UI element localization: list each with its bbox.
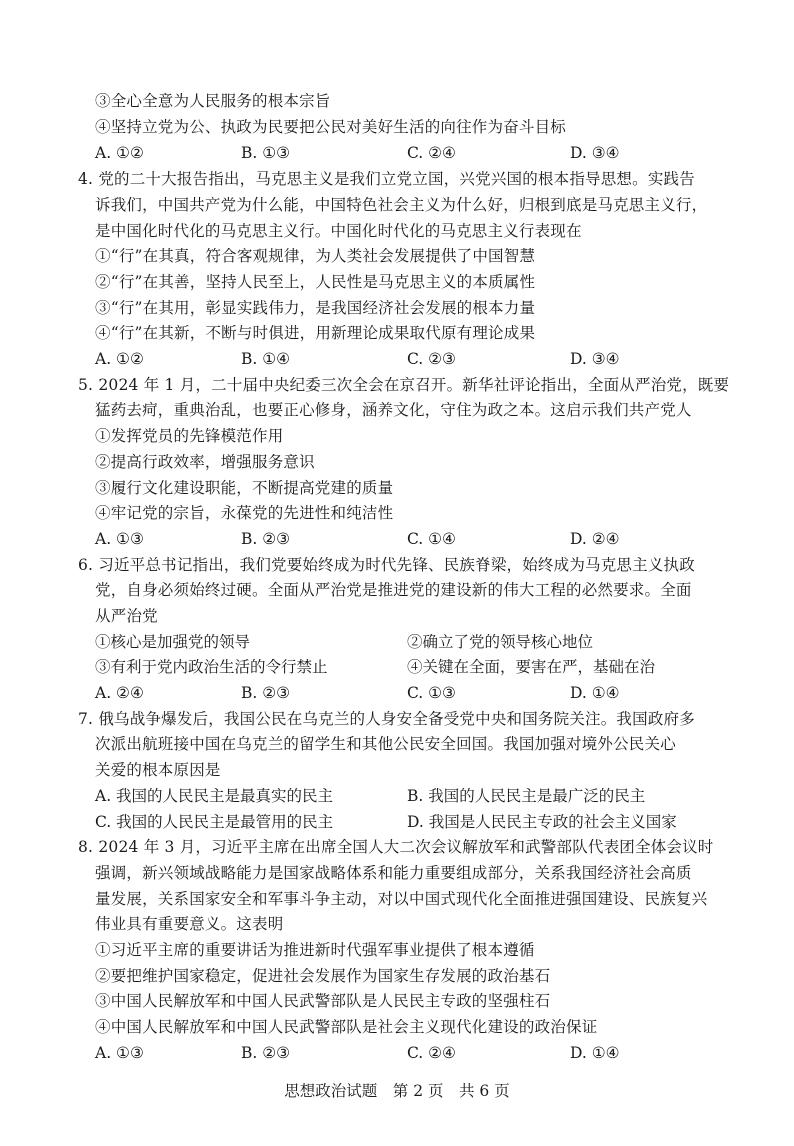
statement-row [95,656,725,678]
question-5-stem: 猛药去疴，重典治乱，也要正心修身，涵养文化，守住为政之本。这启示我们共产党人 [95,401,692,419]
answer-options [95,682,725,704]
question-6-stem: 从严治党 [95,607,158,625]
question-8-stem: 伟业具有重要意义。这表明 [95,915,284,933]
question-7-stem: 关爱的根本原因是 [95,761,221,779]
question-4-stem: 是中国化时代化的马克思主义行。中国化时代化的马克思主义行表现在 [95,222,582,240]
statement-row [95,631,725,653]
option-b[interactable]: B. 我国的人民民主是最广泛的民主 [407,787,646,805]
question-6-stem: 党，自身必须始终过硬。全面从严治党是推进党的建设新的伟大工程的必然要求。全面 [95,581,692,599]
question-4-stem: 4. 党的二十大报告指出，马克思主义是我们立党立国，兴党兴国的根本指导思想。实践告 [78,170,695,188]
statement-1: ①核心是加强党的领导 [95,633,251,651]
question-8-stem: 量发展，关系国家安全和军事斗争主动，对以中国式现代化全面推进强国建设、民族复兴 [95,890,708,908]
statement-2: ②确立了党的领导核心地位 [407,633,594,651]
question-6-stem: 6. 习近平总书记指出，我们党要始终成为时代先锋、民族脊梁，始终成为马克思主义执政 [78,556,695,574]
option-c[interactable]: C. 我国的人民民主是最管用的民主 [95,813,334,831]
question-4-stem: 诉我们，中国共产党为什么能，中国特色社会主义为什么好，归根到底是马克思主义行， [95,196,708,214]
answer-options [95,528,725,550]
option-d[interactable]: D. ①④ [570,1044,620,1062]
statement-4: ④“行”在其新，不断与时俱进，用新理论成果取代原有理论成果 [95,324,536,342]
question-7-stem: 次派出航班接中国在乌克兰的留学生和其他公民安全回国。我国加强对境外公民关心 [95,735,676,753]
statement-2: ②“行”在其善，坚持人民至上，人民性是马克思主义的本质属性 [95,273,536,291]
statement-3: ③全心全意为人民服务的根本宗旨 [95,92,331,110]
option-d[interactable]: D. ①④ [570,684,620,702]
statement-3: ③中国人民解放军和中国人民武警部队是人民民主专政的坚强柱石 [95,992,551,1010]
answer-options [95,142,725,164]
option-c[interactable]: C. ①③ [407,684,456,702]
statement-2: ②提高行政效率，增强服务意识 [95,453,315,471]
option-a[interactable]: A. ①② [95,144,144,162]
statement-1: ①习近平主席的重要讲话为推进新时代强军事业提供了根本遵循 [95,941,535,959]
statement-3: ③履行文化建设职能，不断提高党建的质量 [95,479,394,497]
option-b[interactable]: B. ①③ [241,144,291,162]
page-footer: 思想政治试题 第 2 页 共 6 页 [284,1082,510,1100]
option-c[interactable]: C. ②③ [407,350,456,368]
option-b[interactable]: B. ①④ [241,350,291,368]
option-b[interactable]: B. ②③ [241,1044,291,1062]
option-d[interactable]: D. ③④ [570,350,620,368]
option-a[interactable]: A. 我国的人民民主是最真实的民主 [95,787,334,805]
option-d[interactable]: D. ③④ [570,144,620,162]
answer-options [95,785,725,807]
question-5-stem: 5. 2024 年 1 月，二十届中央纪委三次全会在京召开。新华社评论指出，全面从严治党，既要 [78,376,730,394]
question-8-stem: 强调，新兴领域战略能力是国家战略体系和能力重要组成部分，关系我国经济社会高质 [95,864,692,882]
option-a[interactable]: A. ①② [95,350,144,368]
answer-options [95,811,725,833]
statement-3: ③“行”在其用，彰显实践伟力，是我国经济社会发展的根本力量 [95,299,536,317]
statement-3: ③有利于党内政治生活的令行禁止 [95,658,328,676]
statement-4: ④坚持立党为公、执政为民要把公民对美好生活的向往作为奋斗目标 [95,118,567,136]
option-a[interactable]: A. ①③ [95,1044,144,1062]
option-c[interactable]: C. ②④ [407,144,456,162]
option-d[interactable]: D. 我国是人民民主专政的社会主义国家 [407,813,677,831]
question-7-stem: 7. 俄乌战争爆发后，我国公民在乌克兰的人身安全备受党中央和国务院关注。我国政府多 [78,710,695,728]
answer-options [95,348,725,370]
statement-2: ②要把维护国家稳定，促进社会发展作为国家生存发展的政治基石 [95,967,551,985]
option-d[interactable]: D. ②④ [570,530,620,548]
statement-4: ④中国人民解放军和中国人民武警部队是社会主义现代化建设的政治保证 [95,1018,598,1036]
option-b[interactable]: B. ②③ [241,530,291,548]
option-a[interactable]: A. ①③ [95,530,144,548]
statement-1: ①“行”在其真，符合客观规律，为人类社会发展提供了中国智慧 [95,247,536,265]
option-b[interactable]: B. ②③ [241,684,291,702]
option-c[interactable]: C. ②④ [407,1044,456,1062]
question-8-stem: 8. 2024 年 3 月，习近平主席在出席全国人大二次会议解放军和武警部队代表团全体会议时 [78,838,714,856]
option-c[interactable]: C. ①④ [407,530,456,548]
statement-4: ④牢记党的宗旨，永葆党的先进性和纯洁性 [95,504,394,522]
statement-4: ④关键在全面，要害在严，基础在治 [407,658,656,676]
option-a[interactable]: A. ②④ [95,684,144,702]
statement-1: ①发挥党员的先锋模范作用 [95,427,284,445]
answer-options [95,1042,725,1064]
